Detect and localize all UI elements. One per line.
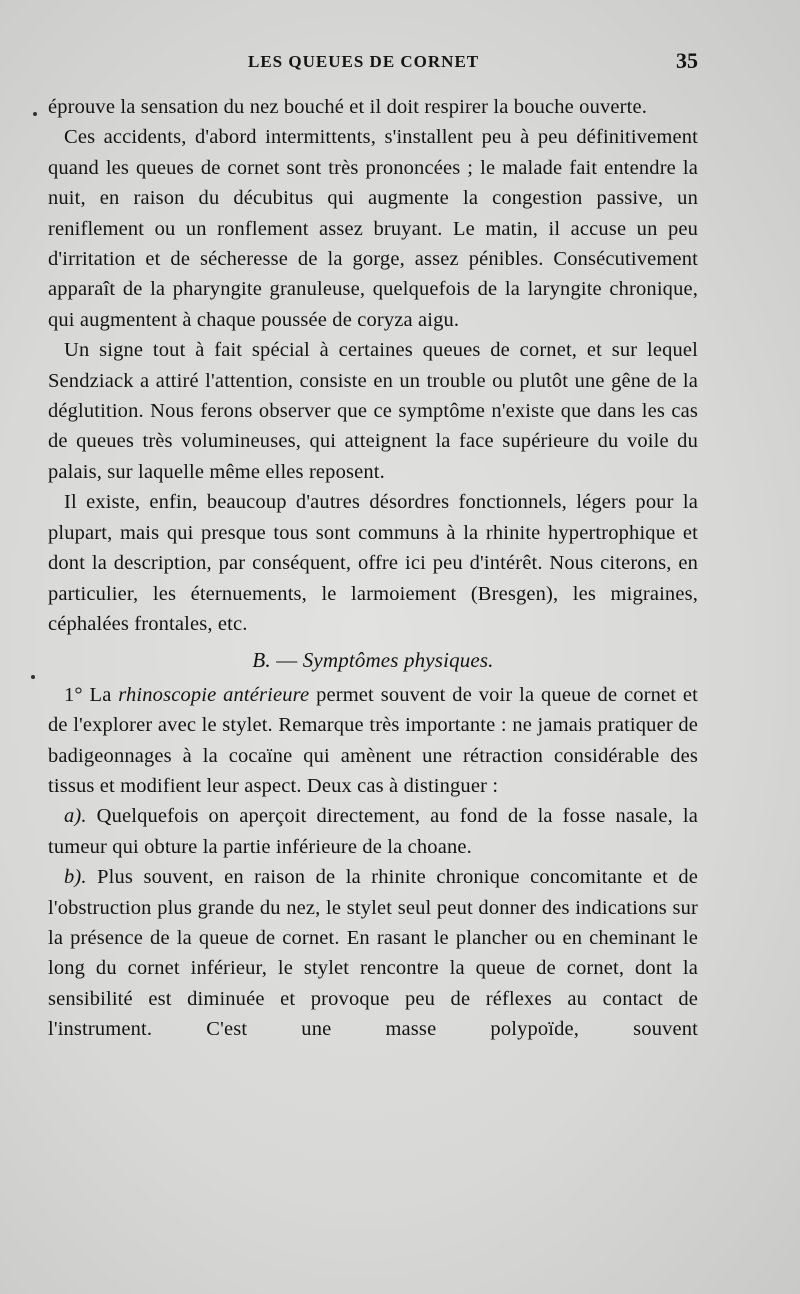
italic-term: rhinoscopie antérieure	[118, 683, 310, 706]
paragraph	[48, 801, 698, 862]
page-header	[48, 48, 698, 82]
section-title: Symptômes physiques.	[302, 648, 494, 673]
paragraph: Un signe tout à fait spécial à certaines queues de cornet, et sur lequel Sendziack a attiré l'attention, consiste en un trouble ou plutôt une gêne de la déglutition. Nous ferons observer que ce symptôme n'existe que dans les cas de queues très volumineuses, qui atteignent la face supérieure du voile du palais, sur laquelle même elles reposent.	[48, 339, 698, 483]
paragraph: Ces accidents, d'abord intermittents, s'installent peu à peu définitivement quand les queues de cornet sont très prononcées ; le malade fait entendre la nuit, en raison du décubitus qui augmente la congestion passive, un reniflement ou un ronflement assez bruyant. Le matin, il accuse un peu d'irritation et de sécheresse de la gorge, assez pénibles. Consécutivement apparaît de la pharyngite granuleuse, quelquefois de la laryngite chronique, qui augmentent à chaque poussée de coryza aigu.	[48, 126, 698, 331]
list-marker: b).	[64, 866, 87, 889]
page-number: 35	[676, 48, 698, 73]
paragraph	[48, 680, 698, 802]
body-text	[48, 92, 698, 1045]
paragraph: éprouve la sensation du nez bouché et il doit respirer la bouche ouverte.	[48, 96, 647, 118]
text-run: permet souvent de voir la queue de cornet et de l'explorer avec le stylet. Remarque très importante : ne jamais pratiquer de badigeonnages à la cocaïne qui amènent une rétraction considérable des tissus et modifient leur aspect. Deux cas à distinguer :	[48, 683, 698, 797]
section-heading	[48, 645, 698, 675]
margin-speck	[31, 675, 35, 679]
paragraph	[48, 862, 698, 1044]
list-marker: a).	[64, 805, 87, 828]
text-run: La	[89, 683, 112, 706]
margin-speck	[33, 112, 37, 116]
section-dash: —	[276, 648, 298, 673]
list-number: 1°	[64, 683, 83, 706]
running-title: LES QUEUES DE CORNET	[248, 52, 480, 71]
text-run: Plus souvent, en raison de la rhinite chronique concomitante et de l'obstruction plus grande du nez, le stylet seul peut donner des indications sur la présence de la queue de cornet. En rasant le plancher ou en cheminant le long du cornet inférieur, le stylet rencontre la queue de cornet, dont la sensibilité est diminuée et provoque peu de réflexes au contact de l'instrument. C'est une masse polypoïde, souvent	[48, 866, 699, 1041]
text-run: Quelquefois on aperçoit directement, au fond de la fosse nasale, la tumeur qui obture la partie inférieure de la choane.	[48, 805, 699, 858]
paragraph: Il existe, enfin, beaucoup d'autres désordres fonctionnels, légers pour la plupart, mais qui presque tous sont communs à la rhinite hypertrophique et dont la description, par conséquent, offre ici peu d'intérêt. Nous citerons, en particulier, les éternuements, le larmoiement (Bresgen), les migraines, céphalées frontales, etc.	[48, 491, 698, 635]
section-letter: B.	[252, 648, 271, 673]
